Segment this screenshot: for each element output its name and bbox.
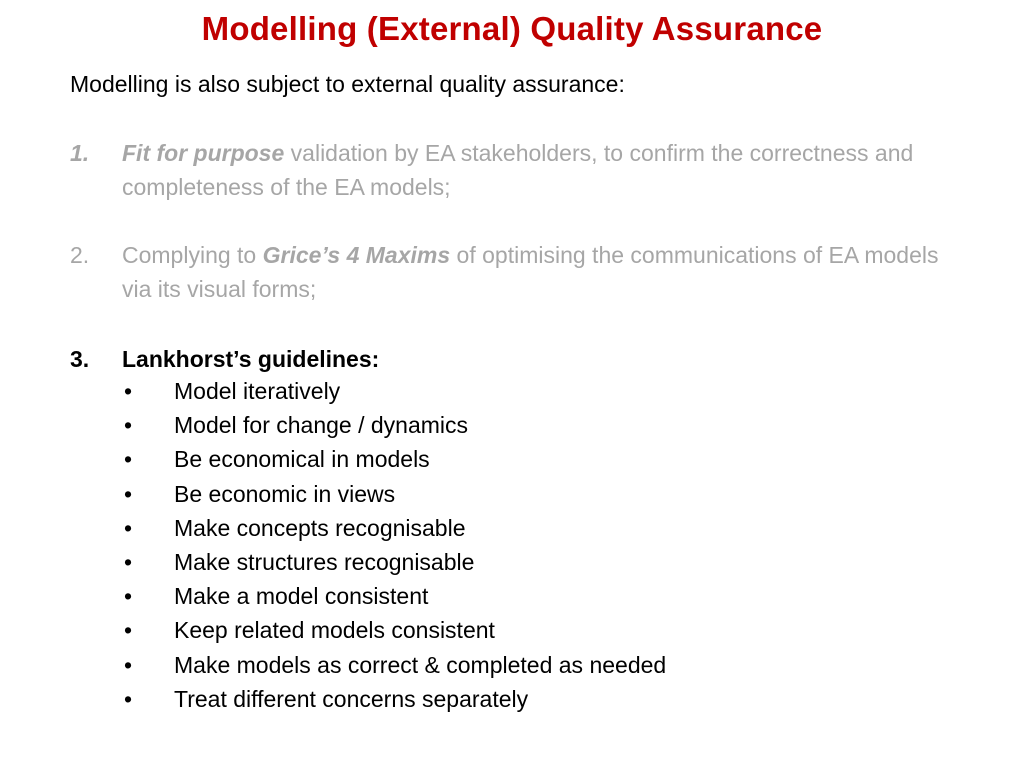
bullet-icon: • (124, 446, 133, 473)
bullet-icon: • (124, 548, 133, 575)
item-1-text: validation by EA stakeholders, to confirm the correctness and completeness of the EA models; (122, 140, 914, 200)
guideline-text: Make structures recognisable (174, 548, 475, 575)
bullet-icon: • (124, 685, 133, 712)
item-3-number: 3. (70, 346, 90, 372)
list-item-2 (70, 238, 950, 306)
item-1-emphasis: Fit for purpose (122, 140, 285, 166)
guideline-text: Be economical in models (174, 446, 430, 473)
list-item (122, 579, 666, 613)
item-1-body (122, 136, 950, 204)
list-item (122, 442, 666, 476)
item-3-body (122, 342, 950, 376)
guidelines-list (122, 374, 666, 716)
list-item (122, 511, 666, 545)
list-item (122, 408, 666, 442)
item-2-emphasis: Grice’s 4 Maxims (262, 242, 451, 268)
list-item-3 (70, 342, 950, 376)
guideline-text: Model iteratively (174, 378, 341, 404)
item-3-heading: Lankhorst’s guidelines: (122, 346, 380, 372)
item-2-body (122, 238, 950, 306)
bullet-icon: • (124, 651, 133, 678)
list-item (122, 613, 666, 647)
list-item-1 (70, 136, 950, 204)
list-item (122, 682, 666, 716)
bullet-icon: • (124, 412, 133, 439)
item-2-prefix: Complying to (122, 242, 263, 268)
bullet-icon: • (124, 514, 133, 541)
guideline-text: Model for change / dynamics (174, 412, 469, 439)
bullet-icon: • (124, 480, 133, 507)
guideline-text: Make a model consistent (174, 583, 429, 610)
bullet-icon: • (124, 583, 133, 610)
intro-text: Modelling is also subject to external quality assurance: (70, 71, 625, 97)
guideline-text: Make concepts recognisable (174, 514, 466, 541)
list-item (122, 374, 666, 408)
list-item (122, 648, 666, 682)
list-item (122, 545, 666, 579)
bullet-icon: • (124, 617, 133, 644)
bullet-icon: • (124, 378, 133, 404)
guideline-text: Keep related models consistent (174, 617, 495, 644)
guideline-text: Treat different concerns separately (174, 685, 529, 712)
list-item (122, 477, 666, 511)
slide-title: Modelling (External) Quality Assurance (201, 10, 823, 47)
item-1-number: 1. (70, 140, 90, 166)
guideline-text: Make models as correct & completed as needed (174, 651, 667, 678)
item-2-number: 2. (70, 242, 90, 268)
item-2-text: of optimising the communications of EA models via its visual forms; (122, 242, 939, 302)
guideline-text: Be economic in views (174, 480, 396, 507)
